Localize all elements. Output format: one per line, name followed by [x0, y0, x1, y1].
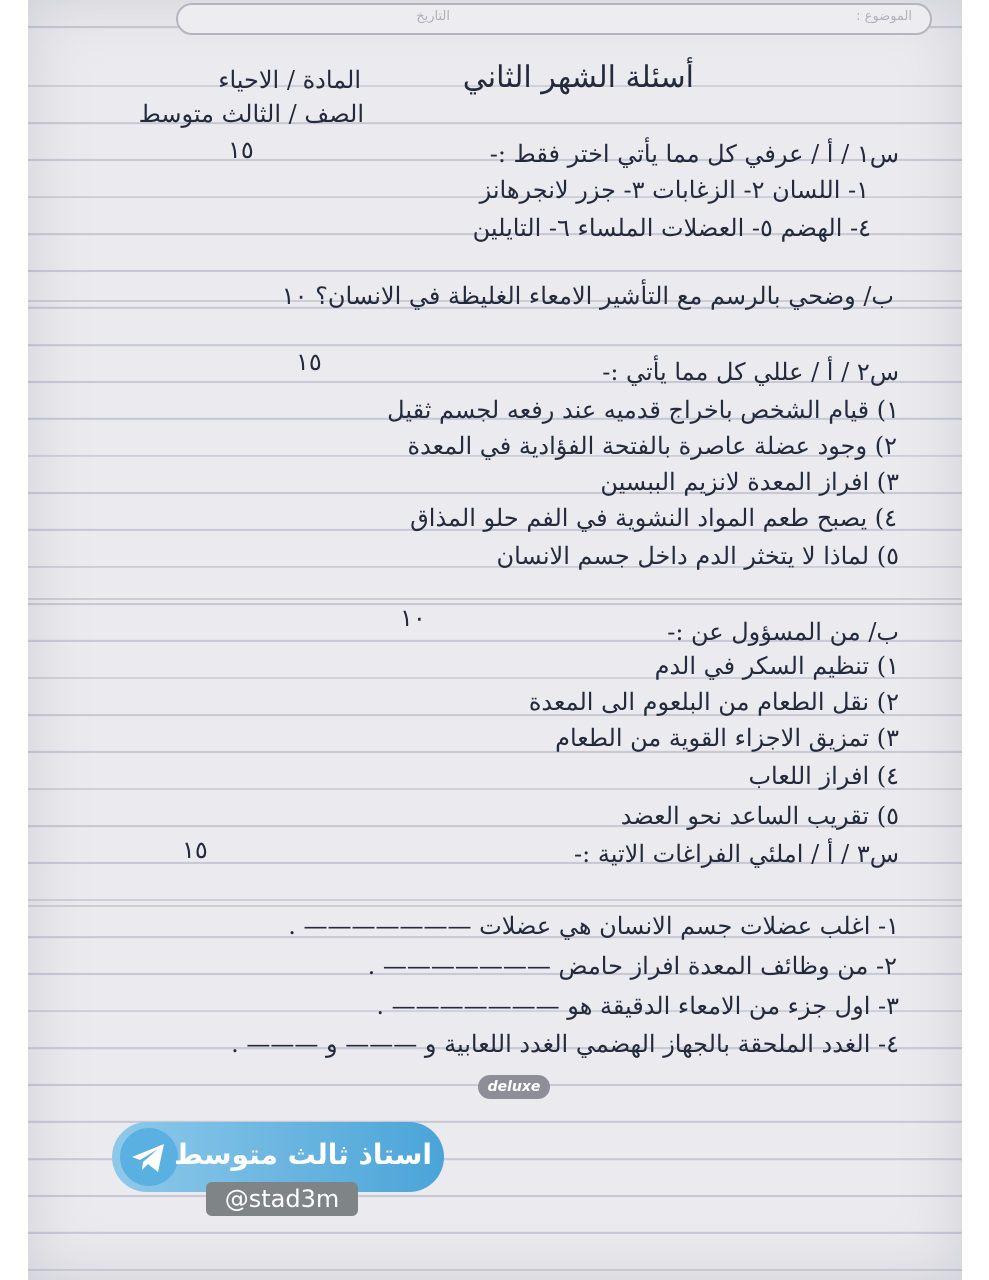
q2a-item: ٤) يصبح طعم المواد النشوية في الفم حلو المذاق: [410, 504, 897, 532]
q2b-marks: ١٠: [400, 604, 426, 632]
q3-item: ٢- من وظائف المعدة افراز حامض ——————— .: [367, 952, 897, 980]
subject-line: المادة / الاحياء: [218, 66, 361, 94]
channel-name: استاذ ثالث متوسط: [174, 1138, 432, 1171]
q3-item: ٣- اول جزء من الامعاء الدقيقة هو ——————— .: [376, 992, 899, 1020]
page-title: أسئلة الشهر الثاني: [462, 60, 694, 95]
q2b-item: ٥) تقريب الساعد نحو العضد: [620, 802, 899, 830]
q2a-item: ١) قيام الشخص باخراج قدميه عند رفعه لجسم ثقيل: [387, 396, 899, 424]
q2a-item: ٥) لماذا لا يتخثر الدم داخل جسم الانسان: [496, 542, 899, 570]
q2b-item: ٢) نقل الطعام من البلعوم الى المعدة: [528, 688, 899, 716]
q2a-item: ٣) افراز المعدة لانزيم الببسين: [600, 468, 899, 496]
q2a-heading: س٢ / أ / عللي كل مما يأتي :-: [602, 358, 899, 386]
q1a-row1: ١- اللسان ٢- الزغابات ٣- جزر لانجرهانز: [479, 176, 869, 204]
subject-label: الموضوع :: [856, 9, 912, 24]
q2b-item: ١) تنظيم السكر في الدم: [654, 652, 899, 680]
q3-marks: ١٥: [182, 836, 208, 864]
q2b-heading: ب/ من المسؤول عن :-: [667, 618, 899, 646]
q1b-text: ب/ وضحي بالرسم مع التأشير الامعاء الغليظة في الانسان؟ ١٠: [281, 282, 894, 310]
date-label: التاريخ: [416, 9, 450, 24]
q3-item: ١- اغلب عضلات جسم الانسان هي عضلات ——————— .: [288, 912, 899, 940]
q1a-marks: ١٥: [228, 136, 254, 164]
q2a-item: ٢) وجود عضلة عاصرة بالفتحة الفؤادية في المعدة: [407, 432, 897, 460]
deluxe-stamp: deluxe: [478, 1075, 550, 1099]
q3-heading: س٣ / أ / املئي الفراغات الاتية :-: [574, 840, 899, 868]
class-line: الصف / الثالث متوسط: [138, 100, 364, 128]
q3-item: ٤- الغدد الملحقة بالجهاز الهضمي الغدد اللعابية و ——— و ——— .: [231, 1030, 899, 1058]
channel-handle[interactable]: @stad3m: [206, 1182, 358, 1216]
q2a-marks: ١٥: [296, 348, 322, 376]
telegram-icon: [120, 1128, 178, 1186]
page-header-box: [176, 3, 932, 35]
paper-fold: [28, 598, 962, 600]
paper-fold: [28, 905, 962, 907]
q2b-item: ٤) افراز اللعاب: [748, 762, 899, 790]
q1a-row2: ٤- الهضم ٥- العضلات الملساء ٦- التايلين: [472, 214, 871, 242]
q2b-item: ٣) تمزيق الاجزاء القوية من الطعام: [555, 724, 899, 752]
q1a-heading: س١ / أ / عرفي كل مما يأتي اختر فقط :-: [489, 140, 899, 168]
